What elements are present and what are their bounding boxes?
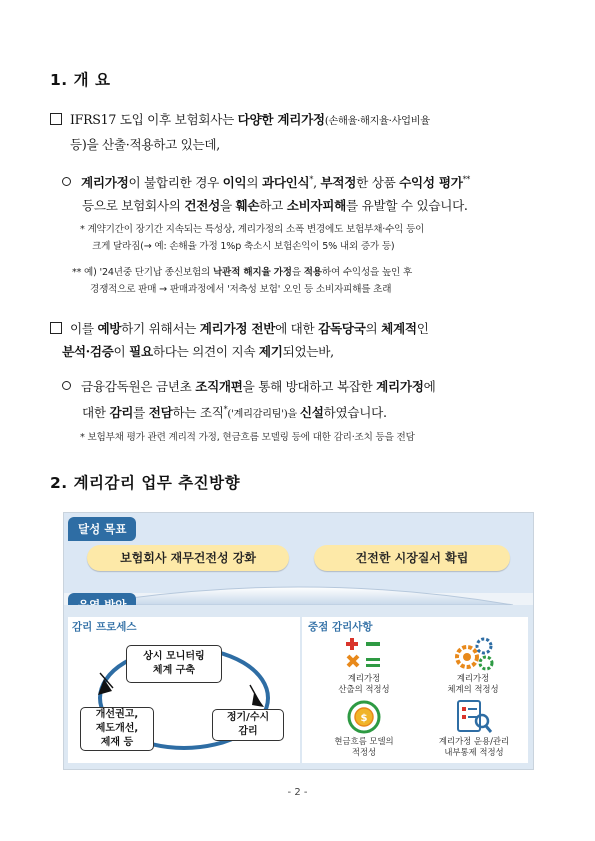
process-audit-box: 정기/수시 감리 <box>212 709 284 741</box>
text: 를 유발할 수 있습니다. <box>346 198 468 214</box>
text: 하는 조직 <box>172 405 224 421</box>
focus-label: 중점 감리사항 <box>308 621 373 633</box>
footnote-mark: ** <box>462 175 470 184</box>
text: 하였습니다. <box>323 405 387 421</box>
footnote-3: * 보험부채 평가 관련 계리적 가정, 현금흐름 모델링 등에 대한 감리·조치 등을 전담 <box>80 432 415 443</box>
emphasis: 신설 <box>299 405 324 421</box>
text: 이 불합리한 경우 <box>128 175 223 191</box>
emphasis: 감독당국 <box>318 321 366 336</box>
focus-caption-1: 계리가정 산출의 적정성 <box>338 673 390 694</box>
text: 이를 <box>70 321 98 336</box>
text: 의 <box>365 321 382 336</box>
text: 하다는 의견이 지속 <box>152 344 259 359</box>
emphasis: 이익 <box>222 175 247 191</box>
emphasis: 계리가정 <box>81 175 129 191</box>
emphasis: 과다인식 <box>261 175 310 191</box>
emphasis: 필요 <box>129 344 153 359</box>
emphasis: 소비자피해 <box>286 198 347 214</box>
text: 하고 <box>259 198 287 214</box>
emphasis: 건전성 <box>184 198 220 214</box>
footnote-mark: * <box>309 175 314 184</box>
text: 을 통해 방대하고 복잡한 <box>242 379 377 394</box>
process-monitoring-box: 상시 모니터링 체계 구축 <box>126 645 222 683</box>
emphasis: 조직개편 <box>195 379 243 394</box>
emphasis: 체계적 <box>381 321 417 336</box>
paragraph-risk <box>62 168 552 217</box>
paragraph-org <box>62 375 552 426</box>
text: 한 상품 <box>356 175 400 191</box>
goal-pill-1: 보험회사 재무건전성 강화 <box>87 545 289 571</box>
footnote-line: 경쟁적으로 판매 → 판매과정에서 '저축성 보험' 오인 등 소비자피해를 초래 <box>90 284 392 295</box>
text: IFRS17 도입 이후 보험회사는 <box>70 112 238 127</box>
text: 대한 <box>82 405 110 421</box>
footnote-2 <box>72 264 550 298</box>
text: 을 <box>219 198 236 214</box>
cashflow-icon <box>344 699 384 735</box>
strategy-diagram <box>63 512 534 770</box>
svg-text:$: $ <box>360 713 368 724</box>
square-bullet-icon <box>50 322 62 334</box>
text: 의 <box>246 175 262 191</box>
emphasis: 수익성 평가 <box>399 175 463 191</box>
goal-tag: 달성 목표 <box>68 517 136 541</box>
emphasis: 훼손 <box>235 198 260 214</box>
text: 에 <box>423 379 436 394</box>
paragraph-need <box>50 317 550 363</box>
goal-pill-2: 건전한 시장질서 확립 <box>314 545 510 571</box>
text-small: (손해율·해지율·사업비율 <box>324 116 430 127</box>
page-number: - 2 - <box>287 787 308 798</box>
text-small: ('계리감리팀')을 <box>227 409 300 421</box>
section-2-title: 2. 계리감리 업무 추진방향 <box>50 474 241 492</box>
text: 를 <box>133 405 149 421</box>
emphasis: 예방 <box>97 321 122 336</box>
section-1-title: 1. 개 요 <box>50 71 111 89</box>
text: , <box>313 175 321 191</box>
emphasis: 다양한 계리가정 <box>237 112 325 127</box>
footnote-1 <box>80 221 550 255</box>
process-label: 감리 프로세스 <box>72 621 137 633</box>
checklist-search-icon <box>454 699 494 735</box>
footnote-line: * 계약기간이 장기간 지속되는 특성상, 계리가정의 소폭 변경에도 보험부채·수익 등이 <box>80 224 425 235</box>
footnote-mark: * <box>223 405 228 414</box>
footnote-line: 크게 달라짐(→ 예: 손해율 가정 1%p 축소시 보험손익이 5% 내외 증가 등) <box>92 241 395 252</box>
text: 금융감독원은 금년초 <box>81 379 196 394</box>
text: ** 예) '24년중 단기납 종신보험의 <box>72 267 213 278</box>
focus-caption-3: 현금흐름 모델의 적정성 <box>334 736 394 757</box>
circle-bullet-icon <box>62 381 71 390</box>
text: 되었는바, <box>282 344 334 359</box>
emphasis: 제기 <box>258 344 283 359</box>
text: 에 대한 <box>275 321 319 336</box>
text: 등)을 산출·적용하고 있는데, <box>70 137 220 152</box>
text: 하기 위해서는 <box>121 321 200 336</box>
emphasis: 적용 <box>303 267 322 278</box>
emphasis: 전담 <box>148 405 173 421</box>
text: 하여 수익성을 높인 후 <box>321 267 413 278</box>
square-bullet-icon <box>50 113 62 125</box>
circle-bullet-icon <box>62 177 71 186</box>
emphasis: 낙관적 해지율 가정 <box>212 267 292 278</box>
text: 이 <box>113 344 130 359</box>
gears-icon <box>450 633 496 673</box>
text: 인 <box>416 321 429 336</box>
text: 을 <box>291 267 304 278</box>
calculator-icon <box>344 634 384 672</box>
paragraph-intro <box>50 108 550 156</box>
process-action-box: 개선권고, 제도개선, 제재 등 <box>80 707 154 751</box>
emphasis: 감리 <box>109 405 134 421</box>
focus-caption-2: 계리가정 체계의 적정성 <box>447 673 499 694</box>
emphasis: 부적정 <box>320 175 357 191</box>
emphasis: 분석·검증 <box>62 344 114 359</box>
emphasis: 계리가정 <box>376 379 424 394</box>
focus-caption-4: 계리가정 운용/관리 내부통제 적정성 <box>438 736 510 757</box>
text: 등으로 보험회사의 <box>82 198 185 214</box>
emphasis: 계리가정 전반 <box>199 321 276 336</box>
